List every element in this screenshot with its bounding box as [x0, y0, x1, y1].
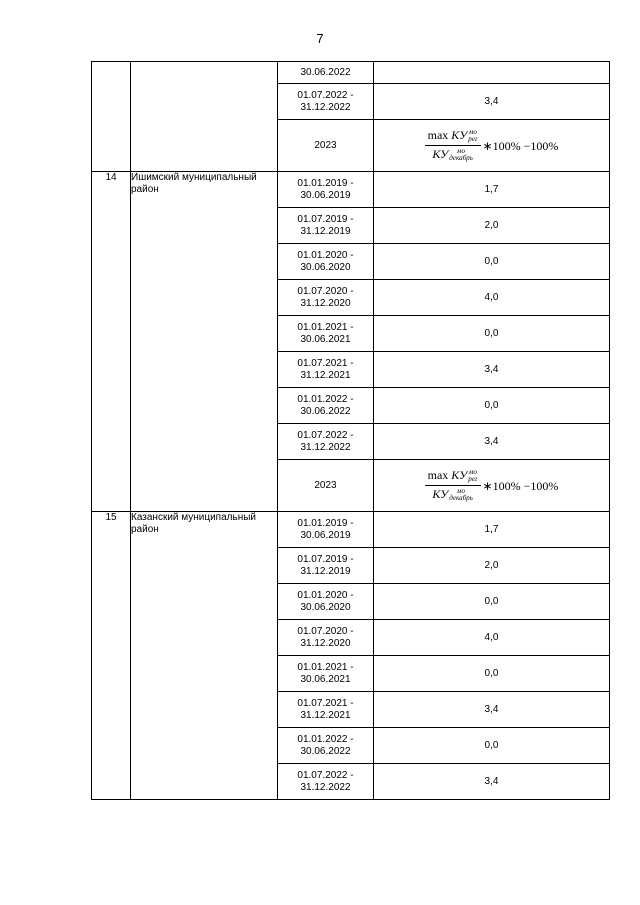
- value-cell: 0,0: [374, 584, 610, 620]
- formula: [425, 129, 559, 163]
- value-cell: [374, 460, 610, 512]
- formula-sub: декабрь: [449, 154, 473, 163]
- formula-indices: [449, 488, 473, 502]
- formula-ku: КУ: [432, 487, 449, 501]
- period-cell: 01.07.2022 - 31.12.2022: [278, 84, 374, 120]
- table-row: [92, 512, 610, 548]
- value-cell: 3,4: [374, 352, 610, 388]
- value-cell: 0,0: [374, 316, 610, 352]
- period-cell: 01.07.2019 - 31.12.2019: [278, 208, 374, 244]
- period-cell: 01.01.2022 - 30.06.2022: [278, 388, 374, 424]
- formula-numerator: [425, 129, 481, 145]
- row-number-cell: 14: [92, 172, 131, 512]
- formula-sub: рег: [468, 475, 478, 483]
- formula-tail: ∗100% −100%: [482, 138, 559, 153]
- formula-denominator: [432, 486, 472, 502]
- value-cell: 0,0: [374, 656, 610, 692]
- formula-fraction: [425, 469, 481, 503]
- period-cell: 01.01.2019 - 30.06.2019: [278, 512, 374, 548]
- period-cell: 01.07.2021 - 31.12.2021: [278, 692, 374, 728]
- period-cell: 01.01.2021 - 30.06.2021: [278, 316, 374, 352]
- table-row: [92, 62, 610, 84]
- formula-sub: рег: [468, 135, 478, 143]
- formula: [425, 469, 559, 503]
- value-cell: 3,4: [374, 424, 610, 460]
- period-cell: 01.01.2020 - 30.06.2020: [278, 244, 374, 280]
- formula-sup: мо: [457, 147, 465, 156]
- district-name-cell: [131, 62, 278, 172]
- table-body: [92, 62, 610, 800]
- value-cell: 3,4: [374, 84, 610, 120]
- period-cell: 01.07.2022 - 31.12.2022: [278, 764, 374, 800]
- row-number-cell: [92, 62, 131, 172]
- tariff-table: [91, 61, 610, 800]
- value-cell: [374, 62, 610, 84]
- value-cell: 3,4: [374, 764, 610, 800]
- value-cell: 1,7: [374, 512, 610, 548]
- formula-indices: [449, 148, 473, 162]
- period-cell: 01.01.2019 - 30.06.2019: [278, 172, 374, 208]
- formula-fraction: [425, 129, 481, 163]
- value-cell: 1,7: [374, 172, 610, 208]
- period-cell: 30.06.2022: [278, 62, 374, 84]
- period-cell: 01.01.2021 - 30.06.2021: [278, 656, 374, 692]
- formula-denominator: [432, 146, 472, 162]
- formula-ku: КУ: [451, 467, 468, 482]
- value-cell: 3,4: [374, 692, 610, 728]
- period-cell: 01.07.2019 - 31.12.2019: [278, 548, 374, 584]
- formula-indices: [468, 129, 477, 143]
- district-name-cell: Ишимский муниципальный район: [131, 172, 278, 512]
- period-cell: 2023: [278, 460, 374, 512]
- formula-tail: ∗100% −100%: [482, 478, 559, 493]
- formula-max: max: [427, 467, 452, 482]
- formula-max: max: [427, 127, 452, 142]
- district-name-cell: Казанский муниципальный район: [131, 512, 278, 800]
- page-number: 7: [316, 31, 324, 46]
- period-cell: 01.01.2020 - 30.06.2020: [278, 584, 374, 620]
- period-cell: 01.07.2020 - 31.12.2020: [278, 620, 374, 656]
- value-cell: 2,0: [374, 208, 610, 244]
- row-number-cell: 15: [92, 512, 131, 800]
- formula-sup: мо: [468, 128, 477, 136]
- table-row: [92, 172, 610, 208]
- formula-numerator: [425, 469, 481, 485]
- formula-sup: мо: [457, 487, 465, 496]
- value-cell: 4,0: [374, 280, 610, 316]
- formula-indices: [468, 469, 477, 483]
- value-cell: 0,0: [374, 244, 610, 280]
- period-cell: 01.07.2021 - 31.12.2021: [278, 352, 374, 388]
- value-cell: 0,0: [374, 728, 610, 764]
- value-cell: 0,0: [374, 388, 610, 424]
- formula-ku: КУ: [451, 127, 468, 142]
- period-cell: 01.07.2022 - 31.12.2022: [278, 424, 374, 460]
- value-cell: 2,0: [374, 548, 610, 584]
- period-cell: 01.07.2020 - 31.12.2020: [278, 280, 374, 316]
- value-cell: [374, 120, 610, 172]
- formula-ku: КУ: [432, 147, 449, 161]
- formula-sup: мо: [468, 468, 477, 476]
- formula-sub: декабрь: [449, 494, 473, 503]
- value-cell: 4,0: [374, 620, 610, 656]
- period-cell: 2023: [278, 120, 374, 172]
- period-cell: 01.01.2022 - 30.06.2022: [278, 728, 374, 764]
